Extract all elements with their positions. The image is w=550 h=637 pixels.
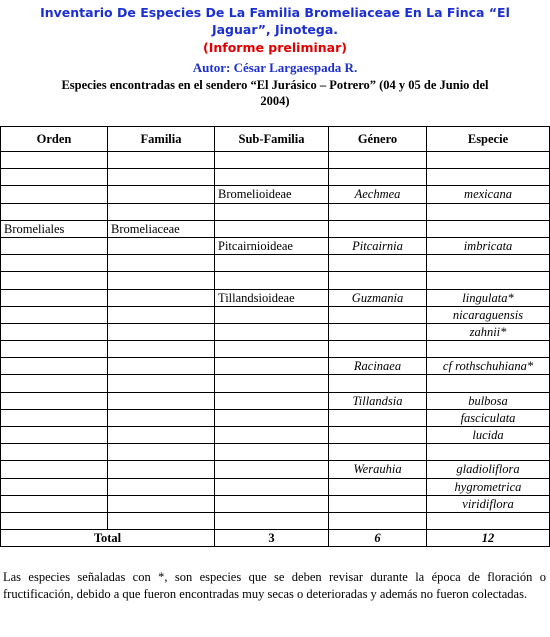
cell-subfamilia xyxy=(215,375,329,392)
cell-familia xyxy=(108,409,215,426)
cell-subfamilia xyxy=(215,478,329,495)
cell-especie xyxy=(427,272,550,289)
cell-especie: imbricata xyxy=(427,237,550,254)
cell-especie xyxy=(427,512,550,529)
cell-especie xyxy=(427,152,550,169)
cell-genero xyxy=(329,323,427,340)
table-row xyxy=(1,358,550,375)
cell-familia xyxy=(108,478,215,495)
column-header-orden: Orden xyxy=(1,127,108,152)
cell-especie: mexicana xyxy=(427,186,550,203)
title-line-2: Jaguar”, Jinotega. xyxy=(211,22,339,37)
cell-genero xyxy=(329,272,427,289)
cell-subfamilia xyxy=(215,152,329,169)
cell-especie: bulbosa xyxy=(427,392,550,409)
total-especies: 12 xyxy=(427,530,550,547)
table-row xyxy=(1,220,550,237)
cell-orden xyxy=(1,512,108,529)
cell-orden xyxy=(1,478,108,495)
cell-especie xyxy=(427,341,550,358)
cell-genero xyxy=(329,341,427,358)
cell-genero: Tillandsia xyxy=(329,392,427,409)
cell-genero xyxy=(329,495,427,512)
cell-especie xyxy=(427,444,550,461)
table-row xyxy=(1,392,550,409)
cell-orden xyxy=(1,169,108,186)
cell-genero xyxy=(329,478,427,495)
cell-especie xyxy=(427,375,550,392)
cell-subfamilia: Pitcairnioideae xyxy=(215,237,329,254)
cell-subfamilia xyxy=(215,220,329,237)
cell-orden xyxy=(1,289,108,306)
cell-familia xyxy=(108,358,215,375)
cell-especie: lingulata* xyxy=(427,289,550,306)
table-row xyxy=(1,323,550,340)
table-row xyxy=(1,255,550,272)
table-row xyxy=(1,306,550,323)
cell-especie xyxy=(427,220,550,237)
cell-genero xyxy=(329,255,427,272)
cell-orden xyxy=(1,306,108,323)
cell-subfamilia xyxy=(215,392,329,409)
cell-subfamilia xyxy=(215,169,329,186)
cell-familia xyxy=(108,255,215,272)
table-row xyxy=(1,169,550,186)
cell-familia xyxy=(108,512,215,529)
cell-familia xyxy=(108,375,215,392)
table-row xyxy=(1,341,550,358)
cell-familia xyxy=(108,392,215,409)
footnote: Las especies señaladas con *, son especies que se deben revisar durante la época de floración o fructificación, debido a que fueron encontradas muy secas o deterioradas y además no fueron colectadas. xyxy=(3,570,546,601)
title-line-1: Inventario De Especies De La Familia Bromeliaceae En La Finca “El xyxy=(40,5,510,20)
table-row xyxy=(1,461,550,478)
cell-familia xyxy=(108,152,215,169)
cell-genero xyxy=(329,306,427,323)
table-row xyxy=(1,478,550,495)
cell-especie: lucida xyxy=(427,427,550,444)
cell-especie: hygrometrica xyxy=(427,478,550,495)
cell-subfamilia xyxy=(215,203,329,220)
cell-subfamilia: Tillandsioideae xyxy=(215,289,329,306)
cell-especie: nicaraguensis xyxy=(427,306,550,323)
cell-genero xyxy=(329,375,427,392)
cell-familia xyxy=(108,272,215,289)
cell-familia xyxy=(108,427,215,444)
table-row xyxy=(1,186,550,203)
cell-familia xyxy=(108,169,215,186)
column-header-familia: Familia xyxy=(108,127,215,152)
cell-genero xyxy=(329,409,427,426)
table-header-row xyxy=(1,127,550,152)
table-row xyxy=(1,152,550,169)
cell-familia xyxy=(108,289,215,306)
table-row xyxy=(1,289,550,306)
cell-genero: Racinaea xyxy=(329,358,427,375)
cell-genero xyxy=(329,220,427,237)
cell-familia xyxy=(108,323,215,340)
cell-subfamilia xyxy=(215,255,329,272)
cell-orden xyxy=(1,341,108,358)
table-row xyxy=(1,375,550,392)
cell-especie: gladioliflora xyxy=(427,461,550,478)
cell-orden xyxy=(1,152,108,169)
cell-genero xyxy=(329,152,427,169)
cell-subfamilia xyxy=(215,306,329,323)
author: Autor: César Largaespada R. xyxy=(192,60,358,75)
cell-orden xyxy=(1,237,108,254)
cell-orden xyxy=(1,358,108,375)
cell-orden xyxy=(1,255,108,272)
cell-orden xyxy=(1,409,108,426)
cell-familia xyxy=(108,444,215,461)
cell-subfamilia xyxy=(215,512,329,529)
cell-orden xyxy=(1,186,108,203)
cell-subfamilia: Bromelioideae xyxy=(215,186,329,203)
cell-genero: Pitcairnia xyxy=(329,237,427,254)
cell-genero xyxy=(329,444,427,461)
table-body xyxy=(1,152,550,530)
cell-especie xyxy=(427,255,550,272)
cell-especie: zahnii* xyxy=(427,323,550,340)
table-row xyxy=(1,444,550,461)
total-generos: 6 xyxy=(329,530,427,547)
table-row xyxy=(1,272,550,289)
cell-subfamilia xyxy=(215,409,329,426)
cell-familia xyxy=(108,237,215,254)
cell-especie xyxy=(427,203,550,220)
cell-especie xyxy=(427,169,550,186)
column-header-especie: Especie xyxy=(427,127,550,152)
cell-orden xyxy=(1,392,108,409)
species-table xyxy=(0,126,550,547)
cell-genero xyxy=(329,512,427,529)
cell-genero: Guzmania xyxy=(329,289,427,306)
cell-orden xyxy=(1,461,108,478)
cell-subfamilia xyxy=(215,461,329,478)
cell-subfamilia xyxy=(215,272,329,289)
cell-especie: fasciculata xyxy=(427,409,550,426)
subtitle-line-1: Especies encontradas en el sendero “El Jurásico – Potrero” (04 y 05 de Junio del xyxy=(61,78,489,92)
cell-genero xyxy=(329,169,427,186)
cell-especie: viridiflora xyxy=(427,495,550,512)
cell-subfamilia xyxy=(215,427,329,444)
cell-subfamilia xyxy=(215,358,329,375)
cell-especie: cf rothschuhiana* xyxy=(427,358,550,375)
cell-orden xyxy=(1,203,108,220)
column-header-genero: Género xyxy=(329,127,427,152)
report-type: (Informe preliminar) xyxy=(203,40,347,55)
subtitle xyxy=(0,77,550,109)
table-row xyxy=(1,427,550,444)
cell-subfamilia xyxy=(215,323,329,340)
cell-genero xyxy=(329,203,427,220)
table-row xyxy=(1,495,550,512)
cell-familia xyxy=(108,306,215,323)
cell-familia xyxy=(108,203,215,220)
cell-orden xyxy=(1,323,108,340)
total-subfamilias: 3 xyxy=(215,530,329,547)
cell-genero xyxy=(329,427,427,444)
table-row xyxy=(1,409,550,426)
cell-orden xyxy=(1,495,108,512)
table-row xyxy=(1,203,550,220)
cell-genero: Werauhia xyxy=(329,461,427,478)
cell-genero: Aechmea xyxy=(329,186,427,203)
table-row xyxy=(1,237,550,254)
cell-familia: Bromeliaceae xyxy=(108,220,215,237)
cell-orden: Bromeliales xyxy=(1,220,108,237)
table-row xyxy=(1,512,550,529)
cell-subfamilia xyxy=(215,495,329,512)
cell-orden xyxy=(1,427,108,444)
cell-familia xyxy=(108,341,215,358)
cell-orden xyxy=(1,375,108,392)
cell-subfamilia xyxy=(215,341,329,358)
subtitle-line-2: 2004) xyxy=(260,94,290,108)
cell-familia xyxy=(108,495,215,512)
total-row xyxy=(1,530,550,547)
total-label: Total xyxy=(1,530,215,547)
cell-orden xyxy=(1,272,108,289)
column-header-subfamilia: Sub-Familia xyxy=(215,127,329,152)
cell-familia xyxy=(108,186,215,203)
cell-familia xyxy=(108,461,215,478)
cell-subfamilia xyxy=(215,444,329,461)
cell-orden xyxy=(1,444,108,461)
